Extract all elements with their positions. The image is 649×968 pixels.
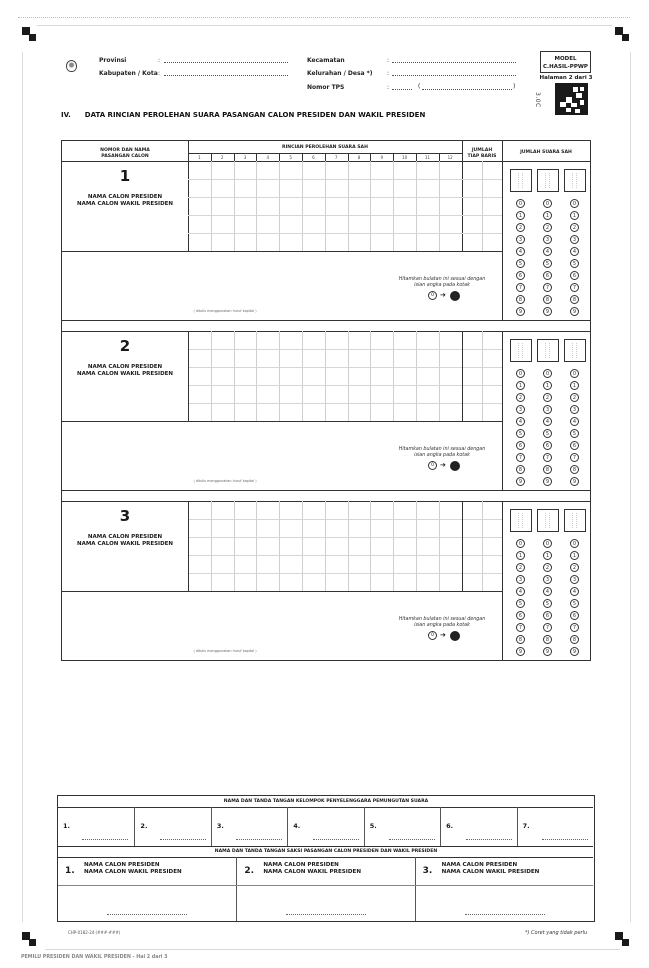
nomor-tps-detail-field[interactable] [422,85,512,90]
tally-header-divider [256,153,257,161]
candidate-president-name: NAMA CALON PRESIDEN [87,364,163,370]
arrow-right-icon: ➔ [440,291,446,299]
bubble-hint-line1: Hitamkan bulatan ini sesuai dengan [398,447,486,452]
digit-bubble[interactable]: 6 [570,611,579,620]
digit-bubble[interactable]: 1 [516,211,525,220]
witness-number: 2. [244,866,255,876]
model-label: MODEL [554,56,577,62]
kelurahan-desa-label: Kelurahan / Desa *) [307,70,373,77]
col-header-candidate-line1: NOMOR DAN NAMA [100,148,150,153]
digit-bubble[interactable]: 2 [570,393,579,402]
candidate-president-name: NAMA CALON PRESIDEN [87,534,163,540]
kpps-signature-cell[interactable] [440,807,516,846]
tally-column-number: 10 [402,155,408,160]
registration-mark-bottom-right [615,932,629,946]
kpps-member-number: 7. [522,822,530,830]
tally-column-number: 2 [220,155,224,160]
digit-bubble[interactable]: 3 [543,405,552,414]
kpps-signature-cell[interactable] [134,807,210,846]
witness-name-divider [58,885,593,886]
page-footer-label: PEMILU PRESIDEN DAN WAKIL PRESIDEN - Hal 2 dari 3 [21,955,168,960]
digit-bubble[interactable]: 8 [516,635,525,644]
digit-bubble[interactable]: 7 [570,453,579,462]
page-indicator: Halaman 2 dari 3 [539,75,593,81]
bubble-hint-line1: Hitamkan bulatan ini sesuai dengan [398,617,486,622]
qr-code-label: 3.0C [534,92,541,108]
nomor-tps-paren-open: ( [418,83,421,90]
tally-header-divider [439,153,440,161]
tally-column-number: 12 [447,155,453,160]
tally-column-number: 4 [266,155,270,160]
digit-bubble[interactable]: 9 [570,477,579,486]
col-divider-tally [462,331,463,421]
registration-mark-top-left [22,27,36,41]
tally-header-divider [416,153,417,161]
row-total-area[interactable] [462,331,502,421]
nomor-tps-paren-close: ) [513,83,516,90]
signature-section [57,795,595,922]
digit-box-2[interactable] [537,169,559,192]
tally-grid-area[interactable] [188,501,462,591]
section-title [61,111,439,119]
digit-bubble[interactable]: 8 [516,465,525,474]
empty-bubble-icon: 0 [428,291,437,300]
arrow-right-icon: ➔ [440,461,446,469]
digit-bubble[interactable]: 7 [570,283,579,292]
digit-bubble[interactable]: 4 [570,587,579,596]
candidate-vice-president-name: NAMA CALON WAKIL PRESIDEN [76,541,174,547]
digit-bubble[interactable]: 1 [543,551,552,560]
page-border-left [22,52,23,922]
digit-bubble[interactable]: 5 [570,429,579,438]
digit-bubble[interactable]: 1 [543,381,552,390]
tally-header-divider [279,153,280,161]
col-header-row-total [462,148,502,160]
bubble-hint-line1: Hitamkan bulatan ini sesuai dengan [398,277,486,282]
digit-bubble[interactable]: 6 [570,271,579,280]
digit-bubble[interactable]: 1 [570,381,579,390]
digit-bubble[interactable]: 3 [570,405,579,414]
witness-president-name: NAMA CALON PRESIDEN [441,862,518,868]
tally-column-number: 8 [357,155,361,160]
kpps-member-number: 4. [293,822,301,830]
digit-bubble[interactable]: 7 [543,453,552,462]
witness-signature-line[interactable] [465,913,545,915]
kpps-signature-line[interactable] [313,838,359,840]
filled-bubble-icon [450,461,460,471]
bubble-example [428,631,468,640]
kpps-signature-line[interactable] [236,838,282,840]
tally-header-divider [325,153,326,161]
tally-header-divider [393,153,394,161]
kelurahan-desa-colon: : [387,70,390,77]
digit-box-2[interactable] [537,339,559,362]
kpps-signature-line[interactable] [82,838,128,840]
digit-bubble[interactable]: 8 [543,635,552,644]
model-code: C.HASIL-PPWP [543,64,588,70]
uppercase-caption: ( ditulis menggunakan huruf kapital ) [193,309,257,313]
nomor-tps-label: Nomor TPS [307,84,345,91]
block-bottom-divider [62,490,590,491]
digit-bubble[interactable]: 0 [543,539,552,548]
digit-bubble[interactable]: 0 [543,199,552,208]
document-code: CHP-0182-24 (###-###) [68,930,121,935]
digit-bubble[interactable]: 2 [516,563,525,572]
digit-bubble[interactable]: 3 [516,235,525,244]
digit-bubble[interactable]: 2 [570,563,579,572]
digit-bubble[interactable]: 2 [543,563,552,572]
digit-bubble[interactable]: 5 [516,429,525,438]
kpps-member-number: 3. [216,822,224,830]
provinsi-colon: : [158,57,161,64]
tally-column-number: 9 [380,155,384,160]
digit-box-3[interactable] [564,339,586,362]
digit-bubble[interactable]: 6 [516,611,525,620]
kpps-signature-cell[interactable] [287,807,363,846]
arrow-right-icon: ➔ [440,631,446,639]
digit-bubble[interactable]: 5 [570,599,579,608]
tally-header-divider [348,153,349,161]
digit-bubble[interactable]: 3 [516,575,525,584]
tally-column-number: 11 [424,155,430,160]
col-divider-tally [462,501,463,591]
kpps-member-number: 5. [369,822,377,830]
digit-bubble[interactable]: 9 [543,307,552,316]
witness-president-name: NAMA CALON PRESIDEN [84,862,160,868]
witness-vice-president-name: NAMA CALON WAKIL PRESIDEN [84,869,182,875]
kpps-title: NAMA DAN TANDA TANGAN KELOMPOK PENYELENGGARA PEMUNGUTAN SUARA [223,799,429,804]
witness-vice-president-name: NAMA CALON WAKIL PRESIDEN [263,869,362,875]
registration-mark-bottom-left [22,932,36,946]
digit-bubble[interactable]: 6 [543,611,552,620]
bubble-example [428,291,468,300]
col-header-candidate-line2: PASANGAN CALON [101,154,149,159]
digit-bubble[interactable]: 8 [570,465,579,474]
digit-bubble[interactable]: 7 [516,283,525,292]
kpps-member-number: 1. [63,822,70,830]
kpps-signature-cell[interactable] [58,807,134,846]
digit-bubble[interactable]: 2 [570,223,579,232]
digit-bubble[interactable]: 9 [543,647,552,656]
digit-bubble[interactable]: 5 [543,599,552,608]
col-header-tally: RINCIAN PEROLEHAN SUARA SAH [282,145,368,150]
tally-grid-area[interactable] [188,331,462,421]
digit-bubble[interactable]: 4 [516,247,525,256]
digit-bubble[interactable]: 8 [543,465,552,474]
digit-bubble[interactable]: 4 [543,247,552,256]
digit-bubble[interactable]: 0 [570,369,579,378]
digit-bubble[interactable]: 7 [570,623,579,632]
row-total-area[interactable] [462,501,502,591]
candidate-vice-president-name: NAMA CALON WAKIL PRESIDEN [76,201,174,207]
candidate-number: 2 [119,337,131,355]
candidate-vice-president-name: NAMA CALON WAKIL PRESIDEN [76,371,174,377]
model-badge [540,51,591,73]
kecamatan-field[interactable] [392,58,516,63]
provinsi-label: Provinsi [99,57,127,64]
digit-box-2[interactable] [537,509,559,532]
witness-number: 1. [65,866,75,876]
filled-bubble-icon [450,631,460,641]
kpps-signature-line[interactable] [160,838,206,840]
digit-bubble[interactable]: 0 [570,539,579,548]
digit-bubble[interactable]: 3 [516,405,525,414]
digit-bubble[interactable]: 0 [516,539,525,548]
witness-number: 3. [422,866,433,876]
empty-bubble-icon: 0 [428,631,437,640]
digit-box-1[interactable] [510,169,532,192]
tally-column-number: 3 [243,155,247,160]
candidate-number: 1 [119,167,131,185]
digit-bubble[interactable]: 3 [570,575,579,584]
digit-bubble[interactable]: 9 [516,477,525,486]
digit-bubble[interactable]: 7 [543,283,552,292]
digit-bubble[interactable]: 4 [516,417,525,426]
bubble-hint-line2: isian angka pada kotak [414,283,470,288]
kpps-signature-cell[interactable] [517,807,593,846]
digit-bubble[interactable]: 9 [516,647,525,656]
digit-box-1[interactable] [510,339,532,362]
digit-bubble[interactable]: 7 [516,453,525,462]
page-border-bottom [45,949,620,950]
witness-vice-president-name: NAMA CALON WAKIL PRESIDEN [441,869,540,875]
col-divider-total [502,331,503,490]
digit-bubble[interactable]: 3 [570,235,579,244]
col-divider-total [502,501,503,660]
digit-bubble[interactable]: 8 [570,635,579,644]
witness-signature-cell[interactable] [415,857,593,921]
digit-bubble[interactable]: 5 [570,259,579,268]
col-header-row-total-line2: TIAP BARIS [467,154,497,159]
digit-bubble[interactable]: 9 [570,647,579,656]
digit-bubble[interactable]: 1 [516,381,525,390]
digit-bubble[interactable]: 2 [543,223,552,232]
digit-bubble[interactable]: 0 [543,369,552,378]
kpps-member-number: 2. [140,822,148,830]
row-total-area[interactable] [462,161,502,251]
empty-bubble-icon: 0 [428,461,437,470]
col-divider-candidate [188,501,189,591]
kabupaten-kota-field[interactable] [164,71,288,76]
filled-bubble-icon [450,291,460,301]
digit-bubble[interactable]: 9 [516,307,525,316]
col-divider-total [502,161,503,320]
nomor-tps-colon: : [387,84,390,91]
digit-bubble[interactable]: 9 [570,307,579,316]
digit-bubble[interactable]: 2 [516,223,525,232]
page-border-top [37,25,612,26]
page-border-right [630,52,631,922]
kpps-member-number: 6. [446,822,454,830]
provinsi-field[interactable] [164,58,288,63]
witness-signature-cell[interactable] [58,857,236,921]
block-bottom-divider [62,320,590,321]
digit-bubble[interactable]: 8 [543,295,552,304]
digit-bubble[interactable]: 8 [570,295,579,304]
kpps-signature-line[interactable] [389,838,435,840]
digit-bubble[interactable]: 1 [570,211,579,220]
digit-bubble[interactable]: 2 [543,393,552,402]
digit-bubble[interactable]: 1 [570,551,579,560]
digit-bubble[interactable]: 7 [516,623,525,632]
tally-column-number: 6 [312,155,315,160]
uppercase-caption: ( ditulis menggunakan huruf kapital ) [193,649,257,653]
digit-bubble[interactable]: 4 [570,247,579,256]
kpu-logo-icon [66,60,77,72]
vote-tally-table [61,140,591,661]
tally-column-number: 7 [334,155,338,160]
digit-bubble[interactable]: 5 [516,599,525,608]
tally-header-divider [302,153,303,161]
tally-header-divider [211,153,212,161]
digit-box-1[interactable] [510,509,532,532]
tally-header-divider [234,153,235,161]
digit-bubble[interactable]: 6 [516,441,525,450]
kelurahan-desa-field[interactable] [392,71,516,76]
witness-signature-line[interactable] [107,913,187,915]
digit-box-3[interactable] [564,169,586,192]
digit-bubble[interactable]: 0 [516,199,525,208]
digit-bubble[interactable]: 6 [543,441,552,450]
bubble-example [428,461,468,470]
section-heading: DATA RINCIAN PEROLEHAN SUARA PASANGAN CALON PRESIDEN DAN WAKIL PRESIDEN [84,111,426,119]
digit-bubble[interactable]: 0 [516,369,525,378]
witness-signature-cell[interactable] [236,857,414,921]
col-header-valid-total: JUMLAH SUARA SAH [520,150,572,155]
digit-bubble[interactable]: 4 [543,417,552,426]
kecamatan-colon: : [387,57,390,64]
digit-bubble[interactable]: 5 [516,259,525,268]
col-divider-candidate [188,331,189,421]
digit-bubble[interactable]: 0 [570,199,579,208]
digit-bubble[interactable]: 5 [543,429,552,438]
tally-header-divider [370,153,371,161]
digit-box-3[interactable] [564,509,586,532]
witness-title: NAMA DAN TANDA TANGAN SAKSI PASANGAN CALON PRESIDEN DAN WAKIL PRESIDEN [214,849,438,854]
kpps-signature-cell[interactable] [211,807,287,846]
tally-grid-area[interactable] [188,161,462,251]
col-header-row-total-line1: JUMLAH [471,148,493,153]
registration-mark-top-right [615,27,629,41]
candidate-president-name: NAMA CALON PRESIDEN [87,194,163,200]
tally-column-number: 5 [289,155,292,160]
digit-bubble[interactable]: 7 [543,623,552,632]
section-number: IV. [61,111,71,119]
nomor-tps-field[interactable] [392,85,412,90]
digit-bubble[interactable]: 1 [543,211,552,220]
witness-signature-line[interactable] [286,913,366,915]
candidate-number: 3 [119,507,131,525]
digit-bubble[interactable]: 8 [516,295,525,304]
col-header-candidate [62,148,188,160]
digit-bubble[interactable]: 4 [516,587,525,596]
cut-line [18,17,630,18]
digit-bubble[interactable]: 6 [570,441,579,450]
qr-code-icon [555,83,588,115]
kabupaten-kota-label: Kabupaten / Kota [99,70,158,77]
bubble-hint-line2: isian angka pada kotak [414,453,470,458]
digit-bubble[interactable]: 6 [516,271,525,280]
kabupaten-kota-colon: : [158,70,161,77]
tally-column-number: 1 [198,155,201,160]
kpps-signature-line[interactable] [542,838,588,840]
digit-bubble[interactable]: 4 [570,417,579,426]
digit-bubble[interactable]: 9 [543,477,552,486]
digit-bubble[interactable]: 5 [543,259,552,268]
kpps-signature-cell[interactable] [364,807,440,846]
kpps-bottom-divider [58,846,593,847]
kpps-signature-line[interactable] [466,838,512,840]
digit-bubble[interactable]: 2 [516,393,525,402]
kecamatan-label: Kecamatan [307,57,345,64]
digit-bubble[interactable]: 3 [543,235,552,244]
digit-bubble[interactable]: 3 [543,575,552,584]
witness-president-name: NAMA CALON PRESIDEN [263,862,339,868]
footnote: *) Coret yang tidak perlu [525,930,588,936]
digit-bubble[interactable]: 4 [543,587,552,596]
digit-bubble[interactable]: 6 [543,271,552,280]
bubble-hint-line2: isian angka pada kotak [414,623,470,628]
uppercase-caption: ( ditulis menggunakan huruf kapital ) [193,479,257,483]
digit-bubble[interactable]: 1 [516,551,525,560]
